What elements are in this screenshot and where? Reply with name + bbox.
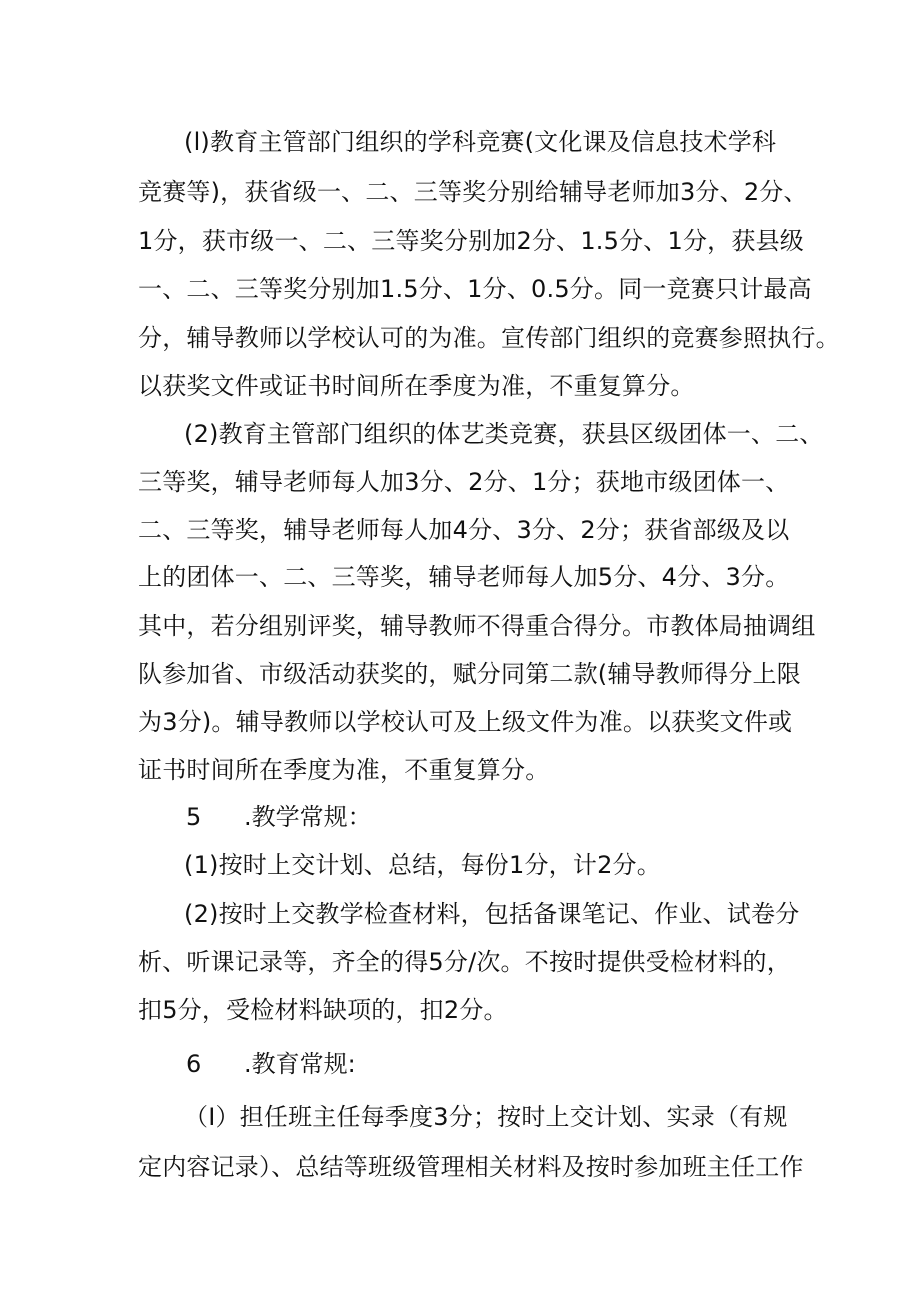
paragraph-line: 竞赛等)，获省级一、二、三等奖分别给辅导老师加3分、2分、 bbox=[138, 178, 808, 206]
paragraph-line: 二、三等奖，辅导老师每人加4分、3分、2分；获省部级及以 bbox=[138, 516, 790, 544]
item-line: 定内容记录）、总结等班级管理相关材料及按时参加班主任工作 bbox=[138, 1153, 804, 1181]
item-line: (2)按时上交教学检查材料，包括备课笔记、作业、试卷分 bbox=[184, 900, 800, 928]
item-line: (1)按时上交计划、总结，每份1分，计2分。 bbox=[184, 851, 661, 879]
paragraph-line: 一、二、三等奖分别加1.5分、1分、0.5分。同一竞赛只计最高 bbox=[138, 275, 812, 303]
paragraph-line: 三等奖，辅导老师每人加3分、2分、1分；获地市级团体一、 bbox=[138, 468, 790, 496]
paragraph-line: 分，辅导教师以学校认可的为准。宣传部门组织的竞赛参照执行。 bbox=[138, 324, 840, 352]
section-number: 6 bbox=[186, 1050, 202, 1078]
paragraph-line: (l)教育主管部门组织的学科竞赛(文化课及信息技术学科 bbox=[184, 128, 777, 156]
paragraph-line: 为3分)。辅导教师以学校认可及上级文件为准。以获奖文件或 bbox=[138, 708, 793, 736]
paragraph-line: 以获奖文件或证书时间所在季度为准，不重复算分。 bbox=[138, 372, 695, 400]
paragraph-line: 其中，若分组别评奖，辅导教师不得重合得分。市教体局抽调组 bbox=[138, 612, 816, 640]
paragraph-line: 上的团体一、二、三等奖，辅导老师每人加5分、4分、3分。 bbox=[138, 563, 790, 591]
paragraph-line: (2)教育主管部门组织的体艺类竞赛，获县区级团体一、二、 bbox=[184, 420, 824, 448]
paragraph-line: 证书时间所在季度为准，不重复算分。 bbox=[138, 756, 550, 784]
paragraph-line: 1分，获市级一、二、三等奖分别加2分、1.5分、1分，获县级 bbox=[138, 227, 804, 255]
item-line: （I）担任班主任每季度3分；按时上交计划、实录（有规 bbox=[184, 1103, 788, 1131]
section-title: .教育常规: bbox=[244, 1050, 356, 1078]
section-number: 5 bbox=[186, 803, 202, 831]
item-line: 析、听课记录等，齐全的得5分/次。不按时提供受检材料的， bbox=[138, 948, 791, 976]
paragraph-line: 队参加省、市级活动获奖的，赋分同第二款(辅导教师得分上限 bbox=[138, 660, 801, 688]
section-title: .教学常规： bbox=[244, 803, 372, 831]
item-line: 扣5分，受检材料缺项的，扣2分。 bbox=[138, 996, 508, 1024]
